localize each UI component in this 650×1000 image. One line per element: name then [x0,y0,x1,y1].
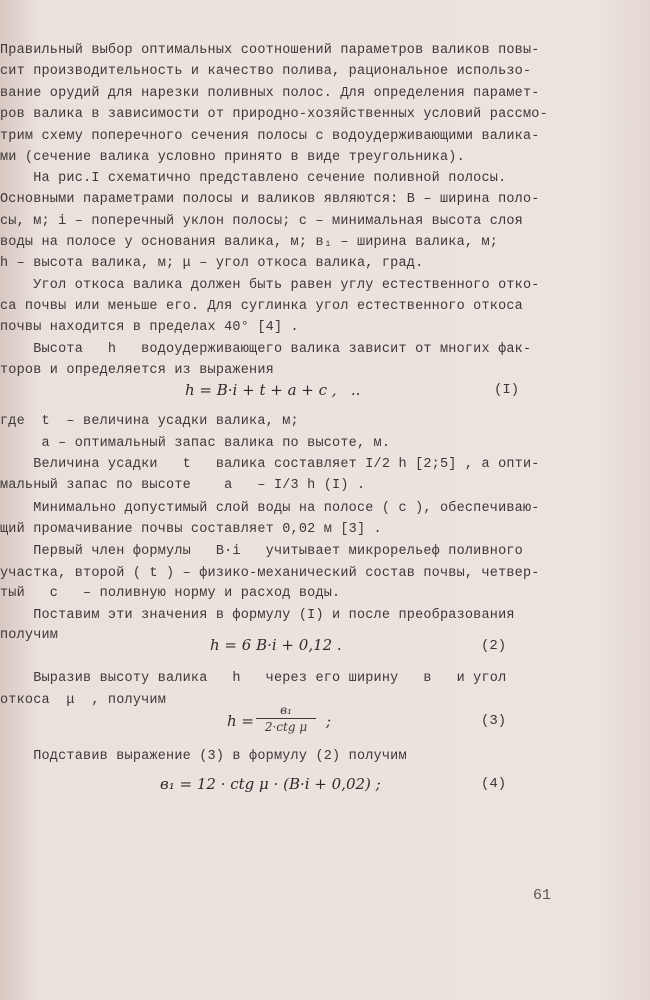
text-line: сы, м; i – поперечный уклон полосы; c – минимальная высота слоя [0,214,523,229]
fraction-bar [256,718,316,719]
text-line: Высота h водоудерживающего валика зависит от многих фак- [0,342,532,357]
text-line: торов и определяется из выражения [0,363,274,378]
text-line: Первый член формулы B·i учитывает микрорельеф поливного [0,544,523,559]
equation-2-number: (2) [481,638,507,654]
text-line: откоса μ , получим [0,693,167,708]
text-line: Угол откоса валика должен быть равен углу естественного отко- [0,278,540,293]
text-line: Выразив высоту валика h через его ширину в и угол [0,671,507,686]
equation-4-number: (4) [481,776,507,792]
text-line: воды на полосе у основания валика, м; в₁ – ширина валика, м; [0,235,499,250]
text-line: получим [0,628,59,643]
text-line: a – оптимальный запас валика по высоте, м. [0,436,391,451]
page-number: 61 [533,887,552,904]
text-line: Основными параметрами полосы и валиков являются: В – ширина поло- [0,192,540,207]
text-line: Подставив выражение (3) в формулу (2) получим [0,749,407,764]
equation-3-tail: ; [326,712,332,730]
text-line: вание орудий для нарезки поливных полос. Для определения парамет- [0,86,540,101]
equation-3-lhs: h = [227,712,254,730]
text-line: мальный запас по высоте a – I/3 h (I) . [0,478,366,493]
text-line: почвы находится в пределах 40° [4] . [0,320,299,335]
text-line: h – высота валика, м; μ – угол откоса валика, град. [0,256,424,271]
equation-1: h = B·i + t + a + c , .. [185,381,361,399]
equation-1-number: (I) [494,382,520,398]
text-line: сит производительность и качество полива, рациональное использо- [0,64,532,79]
text-line: ми (сечение валика условно принято в виде треугольника). [0,150,465,165]
text-line: Правильный выбор оптимальных соотношений параметров валиков повы- [0,43,540,58]
text-line: Величина усадки t валика составляет I/2 h [2;5] , а опти- [0,457,540,472]
text-line: участка, второй ( t ) – физико-механический состав почвы, четвер- [0,566,540,581]
text-line: тый c – поливную норму и расход воды. [0,586,341,601]
fraction-denominator: 2·ctg μ [264,720,308,734]
text-line: трим схему поперечного сечения полосы с водоудерживающими валика- [0,129,540,144]
text-line: где t – величина усадки валика, м; [0,414,299,429]
text-line: Минимально допустимый слой воды на полосе ( c ), обеспечиваю- [0,501,540,516]
text-line: Поставим эти значения в формулу (I) и после преобразования [0,608,515,623]
fraction-numerator: в₁ [280,703,292,717]
text-line: На рис.I схематично представлено сечение поливной полосы. [0,171,507,186]
equation-2: h = 6 B·i + 0,12 . [210,636,342,654]
text-line: ров валика в зависимости от природно-хозяйственных условий рассмо- [0,107,548,122]
equation-3-fraction [256,703,316,734]
text-line: щий промачивание почвы составляет 0,02 м [3] . [0,522,382,537]
text-line: са почвы или меньше его. Для суглинка угол естественного откоса [0,299,523,314]
equation-3-number: (3) [481,713,507,729]
equation-4: в₁ = 12 · ctg μ · (B·i + 0,02) ; [160,775,381,793]
